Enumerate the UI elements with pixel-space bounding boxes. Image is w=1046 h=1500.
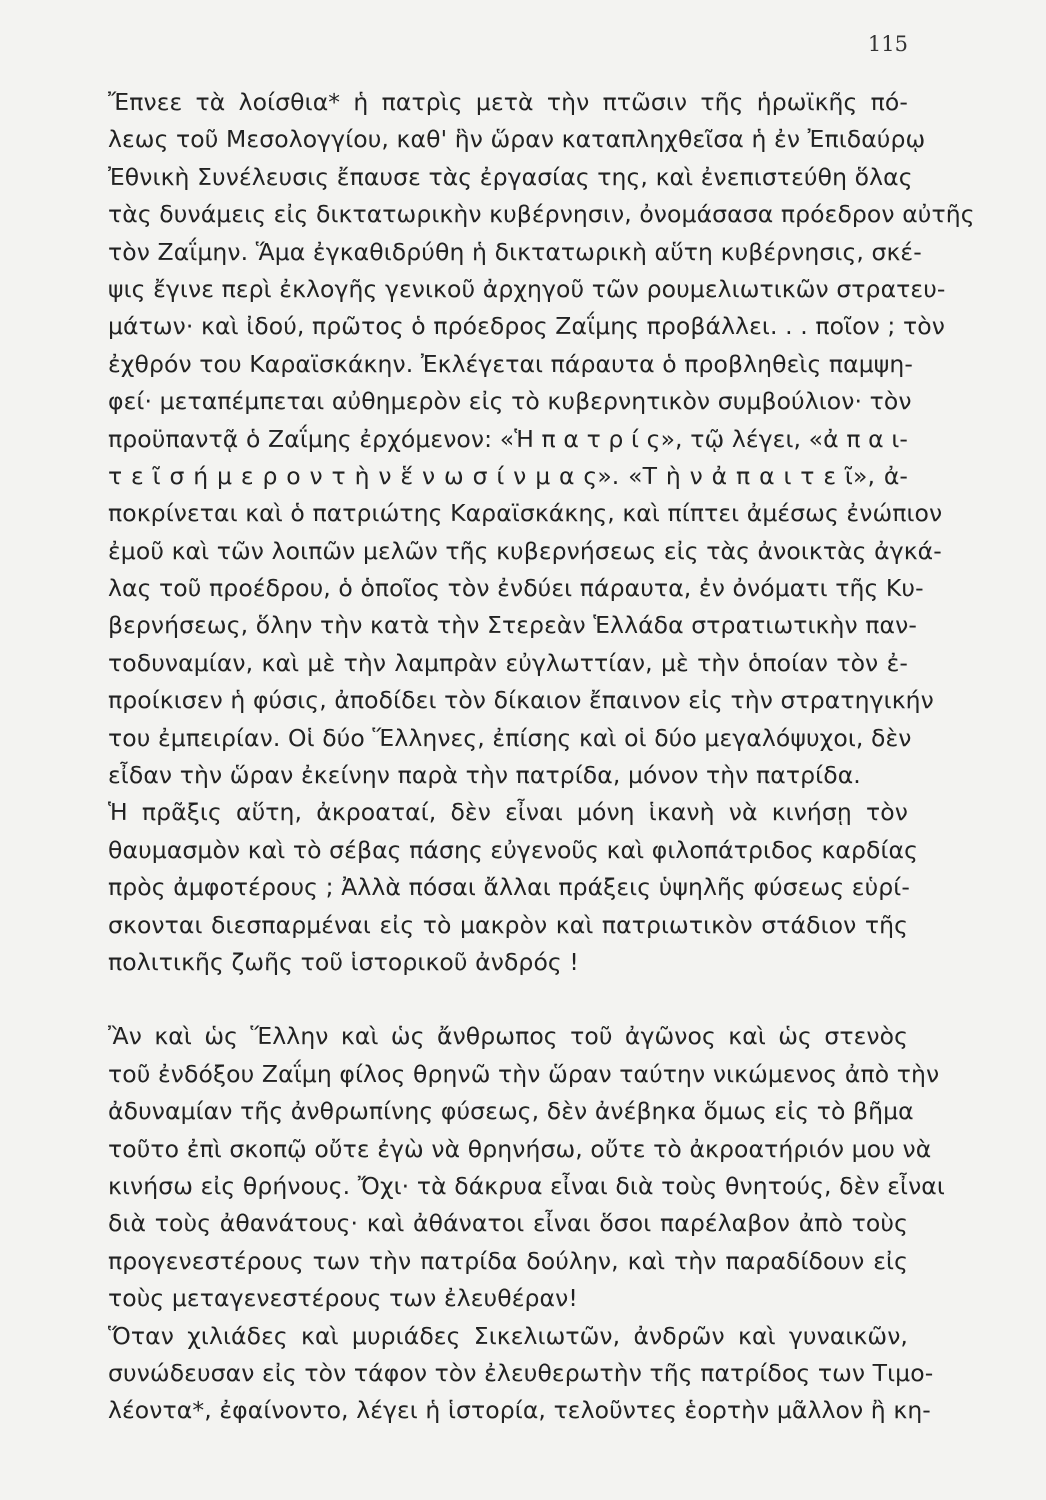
text-line: προίκισεν ἡ φύσις, ἀποδίδει τὸν δίκαιον ἔπαινον εἰς τὴν στρατηγικήν	[108, 686, 934, 715]
text-line: μάτων· καὶ ἰδού, πρῶτος ὁ πρόεδρος Ζαΐμης προβάλλει. . . ποῖον ; τὸν	[108, 312, 945, 341]
text-line: τὸν Ζαΐμην. Ἅμα ἐγκαθιδρύθη ἡ δικτατωρικὴ αὕτη κυβέρνησις, σκέ-	[108, 237, 922, 266]
text-line: εἶδαν τὴν ὥραν ἐκείνην παρὰ τὴν πατρίδα, μόνον τὴν πατρίδα.	[108, 761, 861, 790]
text-line: ἐμοῦ καὶ τῶν λοιπῶν μελῶν τῆς κυβερνήσεως εἰς τὰς ἀνοικτὰς ἀγκά-	[108, 536, 942, 565]
text-line: ψις ἔγινε περὶ ἐκλογῆς γενικοῦ ἀρχηγοῦ τῶν ρουμελιωτικῶν στρατευ-	[108, 274, 946, 303]
text-line: Ἡ πρᾶξις αὕτη, ἀκροαταί, δὲν εἶναι μόνη ἱκανὴ νὰ κινήσῃ τὸν	[108, 798, 908, 827]
text-line: ἐχθρόν του Καραϊσκάκην. Ἐκλέγεται πάραυτα ὁ προβληθεὶς παμψη-	[108, 349, 913, 378]
text-line: του ἐμπειρίαν. Οἱ δύο Ἕλληνες, ἐπίσης καὶ οἱ δύο μεγαλόψυχοι, δὲν	[108, 723, 912, 752]
text-line: θαυμασμὸν καὶ τὸ σέβας πάσης εὐγενοῦς καὶ φιλοπάτριδος καρδίας	[108, 835, 919, 864]
text-line: πολιτικῆς ζωῆς τοῦ ἱστορικοῦ ἀνδρός !	[108, 947, 579, 976]
text-line: συνώδευσαν εἰς τὸν τάφον τὸν ἐλευθερωτὴν τῆς πατρίδος των Τιμο-	[108, 1358, 934, 1387]
text-line: φεί· μεταπέμπεται αὐθημερὸν εἰς τὸ κυβερνητικὸν συμβούλιον· τὸν	[108, 387, 912, 416]
paragraph-gap	[108, 981, 908, 1018]
paragraph-2	[108, 1018, 945, 1317]
text-line: διὰ τοὺς ἀθανάτους· καὶ ἀθάνατοι εἶναι ὅσοι παρέλαβον ἀπὸ τοὺς	[108, 1209, 908, 1238]
text-line: προγενεστέρους των τὴν πατρίδα δούλην, καὶ τὴν παραδίδουν εἰς	[108, 1246, 908, 1275]
text-line: κινήσω εἰς θρήνους. Ὄχι· τὰ δάκρυα εἶναι διὰ τοὺς θνητούς, δὲν εἶναι	[108, 1171, 945, 1200]
text-line: Ἔπνεε τὰ λοίσθια* ἡ πατρὶς μετὰ τὴν πτῶσιν τῆς ἡρωϊκῆς πό-	[108, 88, 908, 116]
text-line: Ὅταν χιλιάδες καὶ μυριάδες Σικελιωτῶν, ἀνδρῶν καὶ γυναικῶν,	[108, 1321, 908, 1350]
text-line: προϋπαντᾷ ὁ Ζαΐμης ἐρχόμενον: «Ἡ π α τ ρ ί ς», τῷ λέγει, «ἀ π α ι-	[108, 424, 908, 453]
text-line: λεως τοῦ Μεσολογγίου, καθ' ἣν ὥραν καταπληχθεῖσα ἡ ἐν Ἐπιδαύρῳ	[108, 125, 926, 154]
text-line: τοῦ ἐνδόξου Ζαΐμη φίλος θρηνῶ τὴν ὥραν ταύτην νικώμενος ἀπὸ τὴν	[108, 1059, 940, 1088]
paragraph-3	[108, 1318, 934, 1430]
text-line: ποκρίνεται καὶ ὁ πατριώτης Καραϊσκάκης, καὶ πίπτει ἀμέσως ἐνώπιον	[108, 499, 943, 528]
text-line: τοὺς μεταγενεστέρους των ἐλευθέραν!	[108, 1284, 578, 1313]
text-line: τοῦτο ἐπὶ σκοπῷ οὔτε ἐγὼ νὰ θρηνήσω, οὔτε τὸ ἀκροατήριόν μου νὰ	[108, 1134, 932, 1163]
text-line: τὰς δυνάμεις εἰς δικτατωρικὴν κυβέρνησιν, ὀνομάσασα πρόεδρον αὐτῆς	[108, 200, 975, 229]
text-line: Ἂν καὶ ὡς Ἕλλην καὶ ὡς ἄνθρωπος τοῦ ἀγῶνος καὶ ὡς στενὸς	[108, 1022, 908, 1051]
text-line: λας τοῦ προέδρου, ὁ ὁποῖος τὸν ἐνδύει πάραυτα, ἐν ὀνόματι τῆς Κυ-	[108, 574, 924, 603]
text-line: βερνήσεως, ὅλην τὴν κατὰ τὴν Στερεὰν Ἑλλάδα στρατιωτικὴν παν-	[108, 611, 917, 640]
text-line: ἀδυναμίαν τῆς ἀνθρωπίνης φύσεως, δὲν ἀνέβηκα ὅμως εἰς τὸ βῆμα	[108, 1097, 914, 1126]
body-text	[108, 84, 975, 1430]
text-line: τοδυναμίαν, καὶ μὲ τὴν λαμπρὰν εὐγλωττίαν, μὲ τὴν ὁποίαν τὸν ἐ-	[108, 648, 908, 677]
paragraph-1	[108, 84, 975, 981]
text-line: τ ε ῖ σ ή μ ε ρ ο ν τ ὴ ν ἕ ν ω σ ί ν μ α ς». «Τ ὴ ν ἀ π α ι τ ε ῖ», ἀ-	[108, 461, 908, 490]
text-line: πρὸς ἀμφοτέρους ; Ἀλλὰ πόσαι ἄλλαι πράξεις ὑψηλῆς φύσεως εὑρί-	[108, 873, 910, 902]
page-number: 115	[867, 32, 908, 56]
text-line: Ἐθνικὴ Συνέλευσις ἔπαυσε τὰς ἐργασίας της, καὶ ἐνεπιστεύθη ὅλας	[108, 162, 913, 191]
text-line: σκονται διεσπαρμέναι εἰς τὸ μακρὸν καὶ πατριωτικὸν στάδιον τῆς	[108, 910, 908, 939]
text-line: λέοντα*, ἐφαίνοντο, λέγει ἡ ἱστορία, τελοῦντες ἑορτὴν μᾶλλον ἢ κη-	[108, 1396, 931, 1425]
